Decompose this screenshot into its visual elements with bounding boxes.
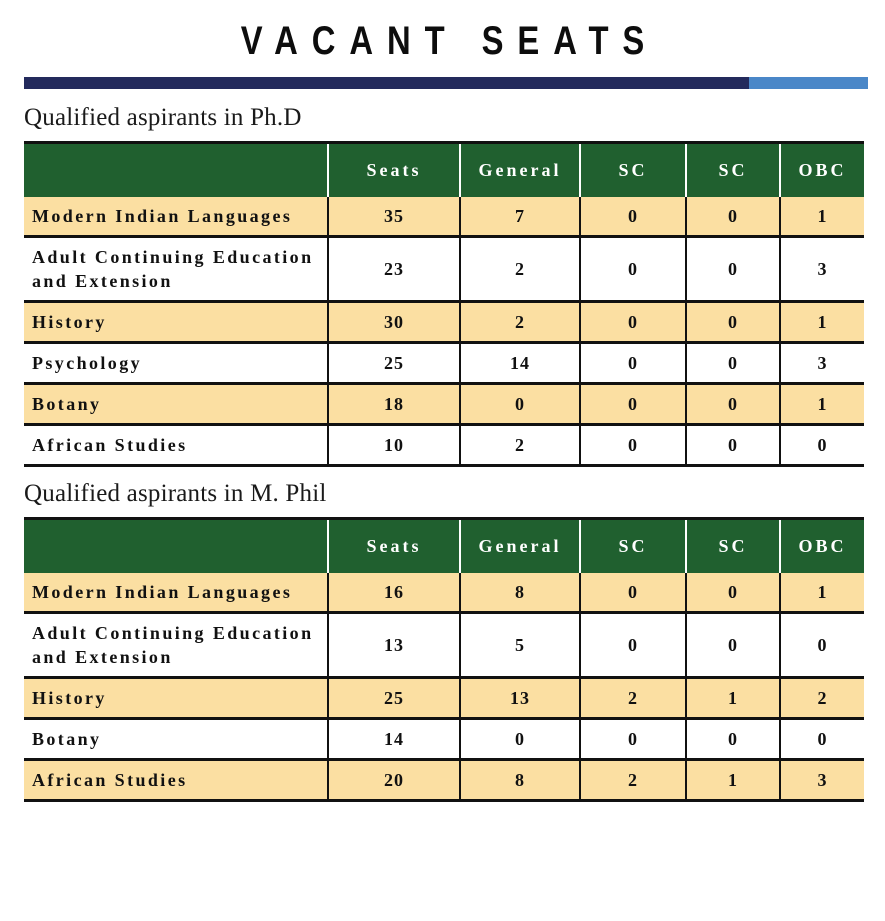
cell-sc-1: 0	[580, 237, 686, 302]
cell-sc-2: 0	[686, 302, 780, 343]
cell-sc-2: 0	[686, 237, 780, 302]
cell-sc-1: 0	[580, 384, 686, 425]
accent-rule-dark-segment	[24, 77, 749, 89]
cell-seats: 10	[328, 425, 460, 466]
cell-general: 0	[460, 384, 580, 425]
cell-department: History	[24, 302, 328, 343]
cell-sc-1: 0	[580, 613, 686, 678]
table-row	[24, 719, 864, 760]
cell-obc: 3	[780, 760, 864, 801]
cell-obc: 3	[780, 343, 864, 384]
cell-general: 8	[460, 573, 580, 613]
cell-sc-2: 1	[686, 760, 780, 801]
accent-rule	[24, 77, 868, 89]
cell-seats: 16	[328, 573, 460, 613]
cell-obc: 1	[780, 302, 864, 343]
column-header-sc-2: SC	[686, 143, 780, 198]
column-header-sc-1: SC	[580, 519, 686, 574]
table-row	[24, 573, 864, 613]
cell-obc: 0	[780, 425, 864, 466]
cell-department: History	[24, 678, 328, 719]
cell-sc-2: 0	[686, 573, 780, 613]
cell-department: Modern Indian Languages	[24, 197, 328, 237]
table-row	[24, 760, 864, 801]
cell-seats: 23	[328, 237, 460, 302]
table-row	[24, 343, 864, 384]
table-row	[24, 237, 864, 302]
cell-seats: 25	[328, 678, 460, 719]
column-header-sc-1: SC	[580, 143, 686, 198]
cell-sc-2: 0	[686, 197, 780, 237]
bottom-spacer	[0, 802, 885, 820]
phd-vacant-seats-table	[24, 141, 864, 467]
cell-seats: 20	[328, 760, 460, 801]
cell-department: Botany	[24, 719, 328, 760]
phd-table-body	[24, 197, 864, 466]
table-row	[24, 613, 864, 678]
cell-department: Adult Continuing Education and Extension	[24, 613, 328, 678]
table-row	[24, 384, 864, 425]
table-header-row	[24, 143, 864, 198]
cell-sc-1: 2	[580, 760, 686, 801]
cell-sc-2: 0	[686, 343, 780, 384]
cell-sc-1: 0	[580, 719, 686, 760]
cell-department: African Studies	[24, 425, 328, 466]
phd-table-header	[24, 143, 864, 198]
cell-general: 7	[460, 197, 580, 237]
cell-obc: 2	[780, 678, 864, 719]
table-header-row	[24, 519, 864, 574]
column-header-seats: Seats	[328, 143, 460, 198]
cell-department: Psychology	[24, 343, 328, 384]
page-header	[0, 0, 885, 64]
cell-obc: 3	[780, 237, 864, 302]
cell-sc-1: 0	[580, 573, 686, 613]
accent-rule-light-segment	[749, 77, 868, 89]
cell-obc: 0	[780, 613, 864, 678]
cell-general: 5	[460, 613, 580, 678]
cell-general: 14	[460, 343, 580, 384]
column-header-department	[24, 143, 328, 198]
cell-obc: 1	[780, 197, 864, 237]
mphil-table-body	[24, 573, 864, 801]
cell-sc-2: 0	[686, 613, 780, 678]
section-heading-phd: Qualified aspirants in Ph.D	[24, 104, 302, 131]
page-title: VACANT SEATS	[240, 19, 659, 63]
cell-seats: 14	[328, 719, 460, 760]
cell-obc: 1	[780, 384, 864, 425]
cell-seats: 25	[328, 343, 460, 384]
cell-obc: 1	[780, 573, 864, 613]
cell-seats: 18	[328, 384, 460, 425]
cell-department: African Studies	[24, 760, 328, 801]
column-header-seats: Seats	[328, 519, 460, 574]
column-header-sc-2: SC	[686, 519, 780, 574]
column-header-obc: OBC	[780, 519, 864, 574]
table-row	[24, 197, 864, 237]
table-row	[24, 425, 864, 466]
cell-general: 13	[460, 678, 580, 719]
table-row	[24, 302, 864, 343]
mphil-vacant-seats-table	[24, 517, 864, 802]
column-header-general: General	[460, 519, 580, 574]
section-heading-mphil: Qualified aspirants in M. Phil	[24, 480, 327, 507]
cell-general: 0	[460, 719, 580, 760]
cell-general: 2	[460, 237, 580, 302]
cell-general: 2	[460, 425, 580, 466]
cell-seats: 30	[328, 302, 460, 343]
cell-sc-2: 0	[686, 384, 780, 425]
cell-department: Botany	[24, 384, 328, 425]
mphil-table-header	[24, 519, 864, 574]
cell-department: Modern Indian Languages	[24, 573, 328, 613]
cell-obc: 0	[780, 719, 864, 760]
cell-sc-2: 1	[686, 678, 780, 719]
cell-sc-2: 0	[686, 425, 780, 466]
column-header-obc: OBC	[780, 143, 864, 198]
cell-sc-1: 0	[580, 197, 686, 237]
cell-sc-1: 0	[580, 302, 686, 343]
cell-seats: 13	[328, 613, 460, 678]
cell-sc-2: 0	[686, 719, 780, 760]
table-row	[24, 678, 864, 719]
cell-sc-1: 2	[580, 678, 686, 719]
cell-sc-1: 0	[580, 343, 686, 384]
cell-department: Adult Continuing Education and Extension	[24, 237, 328, 302]
column-header-general: General	[460, 143, 580, 198]
column-header-department	[24, 519, 328, 574]
cell-seats: 35	[328, 197, 460, 237]
cell-sc-1: 0	[580, 425, 686, 466]
cell-general: 2	[460, 302, 580, 343]
cell-general: 8	[460, 760, 580, 801]
